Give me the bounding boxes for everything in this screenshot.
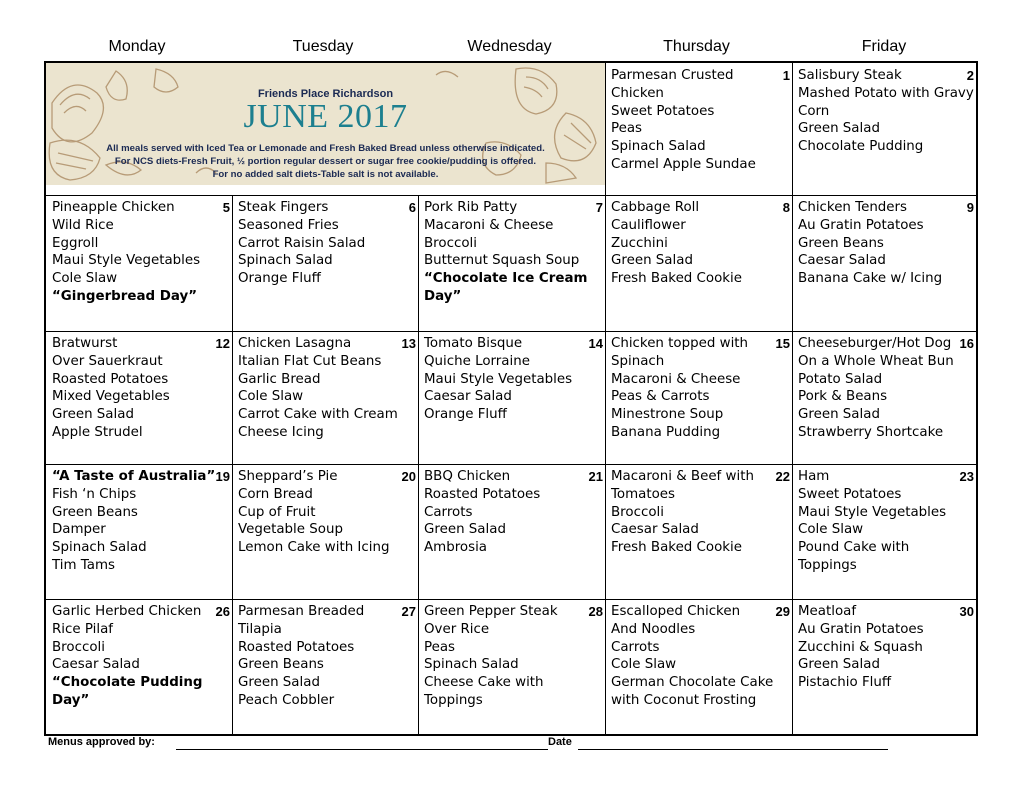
menu-note: For NCS diets-Fresh Fruit, ½ portion regular dessert or sugar free cookie/pudding is offered. — [114, 156, 537, 167]
menu-item: Salisbury Steak — [798, 68, 902, 83]
menu-item: Maui Style Vegetables — [52, 253, 201, 269]
menu-item: Roasted Potatoes — [238, 639, 355, 655]
month-banner — [46, 63, 605, 185]
menu-item: Caesar Salad — [424, 389, 512, 405]
menu-item: Cole Slaw — [52, 271, 118, 287]
weekday-label: Monday — [108, 38, 166, 55]
menu-item: Tim Tams — [52, 557, 115, 573]
day-cell — [793, 332, 976, 464]
day-number: 26 — [215, 604, 230, 619]
menu-item: Cole Slaw — [611, 657, 677, 673]
day-cell — [793, 196, 976, 331]
grid-divider — [46, 464, 976, 465]
day-cell — [606, 600, 792, 734]
menu-note: For no added salt diets-Table salt is not available. — [212, 169, 439, 180]
menu-item: Cole Slaw — [238, 389, 304, 405]
date-line — [578, 749, 888, 750]
menu-item: Maui Style Vegetables — [424, 371, 573, 387]
menu-item: Banana Pudding — [611, 424, 721, 440]
menu-item: Steak Fingers — [238, 200, 329, 215]
menu-item: Zucchini & Squash — [798, 639, 923, 655]
day-number: 27 — [401, 604, 416, 619]
day-number: 9 — [966, 200, 974, 215]
day-number: 8 — [782, 200, 790, 215]
menu-item: Toppings — [424, 692, 483, 708]
day-cell — [793, 64, 976, 195]
day-cell — [419, 465, 605, 599]
menu-item: Meatloaf — [798, 604, 857, 619]
day-number: 28 — [588, 604, 603, 619]
menu-item: Cole Slaw — [798, 522, 864, 538]
menu-item: Carrot Raisin Salad — [238, 235, 366, 251]
menu-item: Pork Rib Patty — [424, 200, 518, 215]
menu-item: Fish ‘n Chips — [52, 486, 137, 502]
menu-item: Fresh Baked Cookie — [611, 271, 743, 287]
menu-item: BBQ Chicken — [424, 469, 511, 484]
menu-item: Chicken topped with — [611, 336, 749, 351]
day-cell — [793, 600, 976, 734]
day-number: 7 — [595, 200, 603, 215]
menu-item: Sheppard’s Pie — [238, 469, 338, 484]
menu-item: Green Salad — [798, 121, 880, 137]
menu-note: All meals served with Iced Tea or Lemonade and Fresh Baked Bread unless otherwise indicated. — [106, 143, 545, 154]
menu-item: Green Beans — [798, 235, 884, 251]
day-number: 30 — [959, 604, 974, 619]
day-cell — [419, 600, 605, 734]
menu-item: Sweet Potatoes — [611, 103, 715, 119]
menu-item: Strawberry Shortcake — [798, 424, 944, 440]
day-cell — [233, 332, 418, 464]
menu-item: “Chocolate Ice Cream — [424, 271, 588, 287]
menu-item: Chicken — [611, 85, 664, 101]
menu-item: Macaroni & Cheese — [424, 217, 554, 233]
menu-item: Pound Cake with — [798, 540, 910, 556]
menu-item: Pineapple Chicken — [52, 200, 175, 215]
menu-item: Bratwurst — [52, 336, 118, 351]
menu-item: Orange Fluff — [238, 271, 321, 287]
menu-item: Macaroni & Cheese — [611, 371, 741, 387]
menu-item: Apple Strudel — [52, 424, 143, 440]
menu-item: Spinach Salad — [238, 253, 333, 269]
menu-item: Roasted Potatoes — [424, 486, 541, 502]
menu-item: Wild Rice — [52, 217, 114, 233]
menu-item: Spinach — [611, 353, 665, 369]
menu-item: with Coconut Frosting — [611, 692, 757, 708]
approved-by-label: Menus approved by: — [48, 736, 155, 748]
day-number: 16 — [959, 336, 974, 351]
day-number: 15 — [775, 336, 790, 351]
menu-item: Italian Flat Cut Beans — [238, 353, 382, 369]
menu-item: Rice Pilaf — [52, 621, 114, 637]
menu-item: Peas — [611, 121, 643, 137]
menu-item: Green Salad — [424, 522, 506, 538]
day-number: 13 — [401, 336, 416, 351]
approval-footer — [48, 736, 928, 754]
day-cell — [606, 64, 792, 195]
menu-item: Toppings — [798, 557, 857, 573]
day-cell — [233, 196, 418, 331]
menu-item: Mixed Vegetables — [52, 389, 170, 405]
menu-item: Macaroni & Beef with — [611, 469, 754, 484]
menu-item: Au Gratin Potatoes — [798, 217, 924, 233]
day-number: 12 — [215, 336, 230, 351]
organization-name: Friends Place Richardson — [257, 88, 394, 100]
menu-item: Ambrosia — [424, 540, 488, 556]
day-number: 14 — [588, 336, 603, 351]
day-cell — [233, 465, 418, 599]
day-number: 23 — [959, 469, 974, 484]
menu-item: Banana Cake w/ Icing — [798, 271, 943, 287]
menu-item: Green Salad — [798, 657, 880, 673]
menu-item: Seasoned Fries — [238, 217, 339, 233]
menu-item: Quiche Lorraine — [424, 353, 530, 369]
menu-item: Caesar Salad — [798, 253, 886, 269]
menu-item: Pork & Beans — [798, 389, 888, 405]
menu-item: Escalloped Chicken — [611, 604, 741, 619]
menu-item: Peas & Carrots — [611, 389, 710, 405]
menu-item: Eggroll — [52, 235, 99, 251]
menu-item: Au Gratin Potatoes — [798, 621, 924, 637]
menu-item: Broccoli — [424, 235, 477, 251]
menu-item: Day” — [52, 692, 90, 708]
menu-item: Parmesan Breaded — [238, 604, 365, 619]
approved-by-line — [176, 749, 548, 750]
menu-item: Green Salad — [798, 407, 880, 423]
menu-item: Green Pepper Steak — [424, 604, 558, 619]
menu-item: Cheese Icing — [238, 424, 324, 440]
menu-item: Spinach Salad — [424, 657, 519, 673]
menu-item: Caesar Salad — [611, 522, 699, 538]
day-cell — [606, 196, 792, 331]
day-cell — [47, 600, 232, 734]
menu-item: Over Sauerkraut — [52, 353, 163, 369]
menu-calendar-grid — [44, 61, 978, 736]
menu-item: “A Taste of Australia” — [52, 469, 216, 484]
day-number: 5 — [222, 200, 230, 215]
menu-item: Carrot Cake with Cream — [238, 407, 398, 423]
menu-item: Cauliflower — [611, 217, 686, 233]
menu-item: “Chocolate Pudding — [52, 675, 203, 691]
day-cell — [793, 465, 976, 599]
menu-item: Green Salad — [52, 407, 134, 423]
menu-item: Tilapia — [238, 621, 282, 637]
menu-item: Spinach Salad — [52, 540, 147, 556]
date-label: Date — [548, 736, 572, 748]
menu-item: Broccoli — [52, 639, 105, 655]
weekday-label: Wednesday — [467, 38, 552, 55]
weekday-label: Friday — [861, 38, 907, 55]
menu-item: Peach Cobbler — [238, 692, 335, 708]
menu-item: Potato Salad — [798, 371, 883, 387]
menu-item: Spinach Salad — [611, 139, 706, 155]
day-number: 20 — [401, 469, 416, 484]
day-number: 19 — [215, 469, 230, 484]
day-number: 21 — [588, 469, 603, 484]
grid-divider — [46, 331, 976, 332]
day-cell — [233, 600, 418, 734]
day-cell — [47, 196, 232, 331]
menu-item: Corn — [798, 103, 830, 119]
day-cell — [606, 332, 792, 464]
menu-item: Damper — [52, 522, 106, 538]
menu-item: Mashed Potato with Gravy — [798, 85, 974, 101]
day-number: 29 — [775, 604, 790, 619]
menu-item: Garlic Herbed Chicken — [52, 604, 202, 619]
day-cell — [47, 465, 232, 599]
menu-item: Maui Style Vegetables — [798, 504, 947, 520]
weekday-label: Tuesday — [292, 38, 354, 55]
menu-item: Cabbage Roll — [611, 200, 700, 215]
day-cell — [606, 465, 792, 599]
menu-item: Carrots — [424, 504, 473, 520]
menu-item: Sweet Potatoes — [798, 486, 902, 502]
day-number: 22 — [775, 469, 790, 484]
menu-item: On a Whole Wheat Bun — [798, 353, 954, 369]
menu-item: Green Beans — [52, 504, 138, 520]
menu-item: Over Rice — [424, 621, 490, 637]
menu-item: Chocolate Pudding — [798, 139, 924, 155]
menu-item: Carrots — [611, 639, 660, 655]
menu-item: Day” — [424, 288, 462, 304]
menu-item: Chicken Lasagna — [238, 336, 352, 351]
menu-item: Tomato Bisque — [424, 336, 523, 351]
menu-item: Pistachio Fluff — [798, 675, 892, 691]
menu-item: Green Salad — [238, 675, 320, 691]
menu-item: Corn Bread — [238, 486, 313, 502]
menu-item: Parmesan Crusted — [611, 68, 734, 83]
menu-item: Cup of Fruit — [238, 504, 316, 520]
day-number: 1 — [782, 68, 790, 83]
grid-divider — [46, 195, 976, 196]
menu-item: “Gingerbread Day” — [52, 288, 198, 304]
menu-item: Carmel Apple Sundae — [611, 156, 756, 172]
menu-item: German Chocolate Cake — [611, 675, 774, 691]
menu-item: Lemon Cake with Icing — [238, 540, 390, 556]
menu-item: Minestrone Soup — [611, 407, 724, 423]
menu-item: Peas — [424, 639, 456, 655]
menu-item: Cheese Cake with — [424, 675, 544, 691]
day-cell — [47, 332, 232, 464]
menu-item: Fresh Baked Cookie — [611, 540, 743, 556]
grid-divider — [792, 63, 793, 734]
menu-item: Tomatoes — [611, 486, 676, 502]
weekday-label: Thursday — [663, 38, 730, 55]
menu-item: Green Salad — [611, 253, 693, 269]
day-number: 2 — [966, 68, 974, 83]
menu-item: And Noodles — [611, 621, 696, 637]
menu-item: Caesar Salad — [52, 657, 140, 673]
month-title: JUNE 2017 — [243, 98, 408, 135]
menu-item: Ham — [798, 469, 830, 484]
menu-item: Cheeseburger/Hot Dog — [798, 336, 952, 351]
menu-item: Roasted Potatoes — [52, 371, 169, 387]
menu-item: Green Beans — [238, 657, 324, 673]
menu-item: Broccoli — [611, 504, 664, 520]
menu-item: Zucchini — [611, 235, 668, 251]
menu-item: Garlic Bread — [238, 371, 321, 387]
weekday-header-row — [44, 38, 978, 60]
grid-divider — [605, 63, 606, 734]
day-cell — [419, 196, 605, 331]
grid-divider — [46, 599, 976, 600]
day-number: 6 — [408, 200, 416, 215]
menu-item: Butternut Squash Soup — [424, 253, 580, 269]
day-cell — [419, 332, 605, 464]
menu-item: Chicken Tenders — [798, 200, 908, 215]
menu-item: Vegetable Soup — [238, 522, 343, 538]
menu-item: Orange Fluff — [424, 407, 507, 423]
